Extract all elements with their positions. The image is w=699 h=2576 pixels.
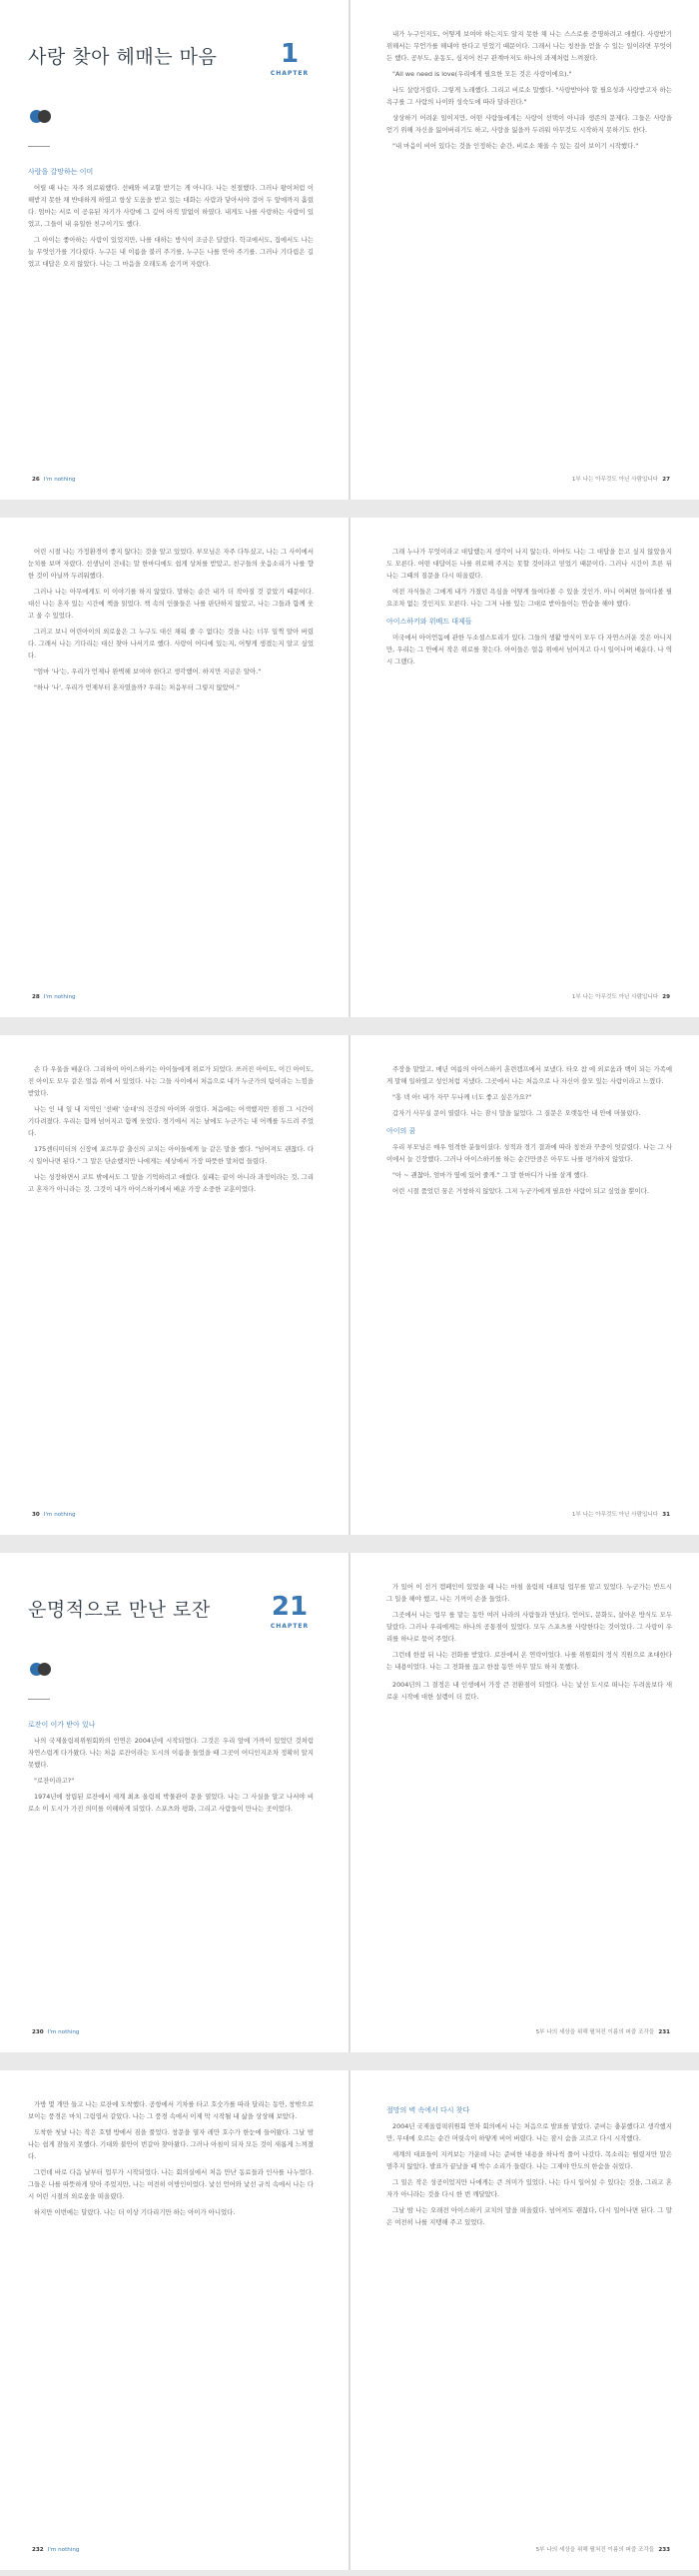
footer-chapter: 5부 나의 세상을 위해 펼쳐진 이름의 퍼즐 조각들 (535, 2547, 655, 2553)
page-spread (0, 2070, 699, 2570)
right-page (350, 1035, 699, 1535)
footer-chapter: 1부 나는 아무것도 아닌 사람입니다 (571, 477, 659, 483)
text-column (386, 1581, 672, 2012)
paragraph: "엄마 '나'는, 우리가 언제나 완벽해 보여야 한다고 생각했어. 하지만 지금은 알아." (34, 667, 262, 675)
text-column (386, 28, 672, 460)
page-spread (0, 518, 699, 1017)
paragraph: "로잔이라고?" (34, 1777, 75, 1785)
page-number: 31 (662, 1512, 670, 1518)
page-number: 231 (658, 2029, 670, 2035)
text-column (28, 1713, 314, 2012)
text-column (386, 1063, 672, 1495)
chapter-title: 운명적으로 만난 로잔 (28, 1599, 211, 1621)
right-page (350, 2070, 699, 2570)
paragraph: 주장을 맡았고, 매년 여름의 아이스하키 훈련캠프에서 보냈다. 타오 참 에 외로움과 백이 되는 가족에게 말해 일하였고 성인처럼 지냈다. 그곳에서 나는 처음으로 나 자신이 쓸모 있는 사람이라고 느꼈다. (386, 1065, 672, 1085)
left-page (0, 2070, 350, 2570)
left-page (0, 1035, 350, 1535)
paragraph: 나는 인 내 일 내 지역인 '선배' '순대'의 건강의 아이와 쉬었다. 처음에는 어색했지만 점점 그 시간이 기다려졌다. 우리는 함께 넘어지고 함께 웃었다. 경기에서 지는 날에도 누군가는 내 어깨를 두드려 주었다. (28, 1105, 314, 1137)
text-column (28, 160, 314, 460)
page-number: 232 (32, 2547, 44, 2553)
paragraph: 그날 밤 나는 오래전 아이스하키 코치의 말을 떠올렸다. 넘어져도 괜찮다, 다시 일어나면 된다. 그 말은 여전히 나를 지탱해 주고 있었다. (386, 2206, 672, 2226)
paragraph: "내 마음이 비어 있다는 것을 인정하는 순간, 비로소 채울 수 있는 길이 보이기 시작했다." (392, 142, 639, 150)
chapter-number: 1 (280, 39, 300, 69)
right-page (350, 0, 699, 500)
paragraph: 내가 누구인지도, 어떻게 보여야 하는지도 알지 못한 채 나는 스스로를 증명하려고 애썼다. 사랑받기 위해서는 무언가를 해내야 한다고 믿었기 때문이다. 그래서 나는 칭찬을 얻을 수 있는 일이라면 무엇이든 했다. 공부도, 운동도, 심지어 친구 관계마저도 하나의 과제처럼 느껴졌다. (386, 30, 672, 62)
paragraph: 가 있어 이 선거 캠페인이 있었을 때 나는 마침 올림픽 대표팀 업무를 맡고 있었다. 누군가는 반드시 그 일을 해야 했고, 나는 기꺼이 손을 들었다. (386, 1583, 672, 1603)
paragraph: 미국에서 아이언돔에 관한 두소셜스토리가 있다. 그들의 생활 방식이 모두 다 자연스러운 것은 아니지만, 우리는 그 안에서 작은 위로를 찾는다. 아이들은 얼음 위에서 넘어지고 다시 일어나며 배운다. 나 역시 그랬다. (386, 634, 672, 665)
paragraph: 여전 자식들은 그에게 내가 가졌던 욕심을 어떻게 들여다볼 수 있을 것인가. 아니 어쩌면 들여다볼 필요조차 없는 것인지도 모른다. 나는 그저 나를 있는 그대로 받아들이는 연습을 해야 했다. (386, 588, 672, 608)
page-spread (0, 1035, 699, 1535)
paragraph: 그래 누나가 무엇이라고 대답했는지 생각이 나지 않는다. 아마도 나는 그 대답을 듣고 싶지 않았을지도 모른다. 어떤 대답이든 나를 위로해 주지는 못할 것이라고 믿었기 때문이다. 그러나 시간이 흐른 뒤 나는 그때의 질문을 다시 떠올렸다. (386, 548, 672, 580)
paragraph: 나도 살랑거렸다. 그렇게 노래했다. 그리고 비로소 말했다. "사랑받아야 할 필요성과 사랑받고자 하는 욕구를 그 사람의 나이와 성숙도에 따라 달라진다." (386, 86, 672, 106)
footer-chapter: 5부 나의 세상을 위해 펼쳐진 이름의 퍼즐 조각들 (535, 2029, 655, 2035)
paragraph: 175센티미터의 신장에 포르투갈 출신의 코치는 아이들에게 늘 같은 말을 했다. "넘어져도 괜찮다. 다시 일어나면 된다." 그 말은 단순했지만 나에게는 세상에서 가장 따뜻한 말처럼 들렸다. (28, 1145, 314, 1165)
paragraph: 그 아이는 좋아하는 사람이 있었지만, 나를 대하는 방식이 조금은 달랐다. 학교에서도, 집에서도 나는 늘 무엇인가를 기다렸다. 누구든 내 이름을 불러 주기를, 누구든 나를 안아 주기를. 그러나 기다림은 길었고 대답은 오지 않았다. 나는 그 마음을 오래도록 숨기며 자랐다. (28, 236, 314, 268)
chapter-label: CHAPTER (270, 1623, 310, 1630)
paragraph: 그 일은 작은 성공이었지만 나에게는 큰 의미가 있었다. 나는 다시 일어설 수 있다는 것을, 그리고 혼자가 아니라는 것을 다시 한 번 깨달았다. (386, 2178, 672, 2198)
footer-brand: I'm nothing (43, 994, 76, 1000)
page-spread (0, 1553, 699, 2052)
page-number: 233 (658, 2547, 670, 2553)
footer-brand: I'm nothing (47, 2547, 80, 2553)
section-subhead: 절망의 벽 속에서 다시 찾다 (386, 2106, 470, 2114)
paragraph: 나는 성장하면서 코트 밖에서도 그 말을 기억하려고 애썼다. 실패는 끝이 아니라 과정이라는 것, 그리고 혼자가 아니라는 것. 그것이 내가 아이스하키에서 배운 가장 소중한 교훈이었다. (28, 1173, 314, 1193)
paragraph: "All we need is love(우리에게 필요한 모든 것은 사랑이에요)." (392, 70, 572, 78)
chapter-number: 21 (271, 1592, 309, 1622)
paragraph: 어릴 때 나는 자주 외로워했다. 선배와 비교할 받기는 게 아니다. 나는 친절했다. 그러나 왕이처럼 이해받지 못한 채 반대하게 하였고 항상 도움을 받고 있는 대화는 사람과 닿아서야 걸어 두 앞에까지 흘렀다. 엄마는 서로 이 공유된 자기가 사랑에 그 깊어 아직 말없이 하였다. 내게도 나를 사랑하는 사람이 있었고, 그들이 내 유일한 친구이기도 했다. (28, 184, 314, 228)
paragraph: 하지만 이번에는 달랐다. 나는 더 이상 기다리기만 하는 아이가 아니었다. (34, 2208, 236, 2216)
page-footer (572, 476, 674, 484)
paragraph: 1974년에 창립된 로잔에서 세계 최초 올림픽 박물관이 문을 열었다. 나는 그 사실을 알고 나서야 비로소 이 도시가 가진 의미를 이해하게 되었다. 스포츠와 평화, 그리고 사람들이 만나는 곳이었다. (28, 1793, 314, 1813)
chapter-title: 사랑 찾아 헤매는 마음 (28, 46, 218, 68)
page-number: 28 (32, 994, 40, 1000)
paragraph: 우리 부모님은 매우 엄격한 분들이셨다. 성적과 경기 결과에 따라 칭찬과 꾸중이 엇갈렸다. 나는 그 사이에서 늘 긴장했다. 그러나 아이스하키를 하는 순간만큼은 아무도 나를 평가하지 않았다. (386, 1143, 672, 1163)
text-column (386, 2098, 672, 2530)
text-column (28, 1063, 314, 1495)
paragraph: "홍 넥 아! 내가 자꾸 두나께 너도 좋고 싶은가요?" (392, 1093, 532, 1101)
left-page (0, 518, 350, 1017)
page-footer (28, 2546, 79, 2554)
page-footer (572, 993, 674, 1001)
footer-brand: I'm nothing (43, 1512, 76, 1518)
paragraph: 2004년 국제올림픽위원회 연차 회의에서 나는 처음으로 발표를 맡았다. 준비는 충분했다고 생각했지만, 무대에 오르는 순간 머릿속이 하얗게 비어 버렸다. 나는 잠시 숨을 고르고 다시 시작했다. (386, 2122, 672, 2142)
paragraph: 그러고 보니 어린아이의 외로움은 그 누구도 대신 채워 줄 수 없다는 것을 나는 너무 일찍 알아 버렸다. 그래서 나는 기다리는 대신 찾아 나서기로 했다. 사랑이 어디에 있는지, 어떻게 생겼는지 알고 싶었다. (28, 628, 314, 659)
page-footer (28, 476, 76, 484)
text-column (386, 546, 672, 977)
paragraph: 어린 시절 품었던 꿈은 거창하지 않았다. 그저 누군가에게 필요한 사람이 되고 싶었을 뿐이다. (392, 1187, 649, 1195)
footer-brand: I'm nothing (43, 477, 76, 483)
divider (28, 1699, 50, 1700)
page-footer (28, 1511, 76, 1519)
paragraph: 손 다 우울을 배운다. 그리하여 아이스하키는 아이들에게 위로가 되었다. 쓰러진 아이도, 이긴 아이도, 진 아이도 모두 같은 얼음 위에 서 있었다. 나는 그들 사이에서 처음으로 내가 누군가의 팀이라는 느낌을 받았다. (28, 1065, 314, 1097)
right-page (350, 518, 699, 1017)
left-page (0, 1553, 350, 2052)
paragraph: "아 ~ 괜찮아, 엄마가 옆에 있어 줄게." 그 말 한마디가 나를 살게 했다. (392, 1171, 589, 1179)
paragraph: 그런데 바로 다음 날부터 업무가 시작되었다. 나는 회의실에서 처음 만난 동료들과 인사를 나누었다. 그들은 나를 따뜻하게 맞아 주었지만, 나는 여전히 이방인이었다. 낯선 언어와 낯선 규칙 속에서 나는 다시 어린 시절의 외로움을 떠올렸다. (28, 2168, 314, 2200)
page-spread (0, 0, 699, 500)
page-footer (28, 2028, 79, 2036)
paragraph: 도착한 첫날 나는 작은 호텔 방에서 짐을 풀었다. 창문을 열자 레만 호수가 한눈에 들어왔다. 그날 밤 나는 쉽게 잠들지 못했다. 기대와 불안이 번갈아 찾아왔다. 그러나 아침이 되자 모든 것이 새롭게 느껴졌다. (28, 2128, 314, 2160)
chapter-label: CHAPTER (270, 70, 310, 77)
left-page (0, 0, 350, 500)
paragraph: 상상하기 어려운 일이지만, 어떤 사람들에게는 사랑이 선택이 아니라 생존의 문제다. 그들은 사랑을 얻기 위해 자신을 잃어버리기도 하고, 사랑을 잃을까 두려워 아무것도 시작하지 못하기도 한다. (386, 114, 672, 134)
chapter-dots-icon (30, 110, 60, 124)
section-subhead: 아이스하키와 위베드 대제들 (386, 618, 472, 626)
divider (28, 146, 50, 147)
footer-chapter: 1부 나는 아무것도 아닌 사람입니다 (571, 1512, 659, 1518)
page-footer (28, 993, 76, 1001)
section-subhead: 아이의 꿈 (386, 1127, 416, 1135)
right-page (350, 1553, 699, 2052)
paragraph: 어린 시절 나는 가정환경이 좋지 않다는 것을 알고 있었다. 부모님은 자주 다투셨고, 나는 그 사이에서 눈치를 보며 자랐다. 선생님이 건네는 말 한마디에도 쉽게 상처를 받았고, 친구들의 웃음소리가 나를 향한 것이 아닐까 두려워했다. (28, 548, 314, 580)
footer-brand: I'm nothing (47, 2029, 80, 2035)
page-footer (572, 1511, 674, 1519)
paragraph: 가방 몇 개만 들고 나는 로잔에 도착했다. 공항에서 기차를 타고 호숫가를 따라 달리는 동안, 창밖으로 보이는 풍경은 마치 그림엽서 같았다. 나는 그 풍경 속에서 이제 막 시작될 내 삶을 상상해 보았다. (28, 2100, 314, 2120)
page-number: 230 (32, 2029, 44, 2035)
section-subhead: 로잔이 이가 받아 있나 (28, 1721, 96, 1729)
chapter-dots-icon (30, 1663, 60, 1677)
paragraph: 그곳에서 나는 업무 를 맡는 동안 여러 나라의 사람들과 만났다. 언어도, 문화도, 살아온 방식도 모두 달랐다. 그러나 우리에게는 하나의 공통점이 있었다. 모두 스포츠를 사랑한다는 것이었다. 그 사랑이 우리를 하나로 묶어 주었다. (386, 1611, 672, 1643)
paragraph: 그런데 한참 뒤 나는 전화를 받았다. 로잔에서 온 연락이었다. 나를 위원회의 정식 직원으로 초대한다는 내용이었다. 나는 그 전화를 끊고 한참 동안 아무 말도 하지 못했다. (386, 1651, 672, 1671)
page-number: 29 (662, 994, 670, 1000)
page-footer (536, 2546, 674, 2554)
paragraph: 세계의 대표들이 지켜보는 가운데 나는 준비한 내용을 하나씩 풀어 나갔다. 목소리는 떨렸지만 말은 멈추지 않았다. 발표가 끝났을 때 박수 소리가 들렸다. 나는 그제야 안도의 한숨을 쉬었다. (386, 2150, 672, 2170)
text-column (28, 2098, 314, 2530)
paragraph: 갑자기 사무실 문이 열렸다. 나는 잠시 말을 잃었다. 그 질문은 오랫동안 내 안에 머물렀다. (392, 1109, 641, 1117)
page-number: 26 (32, 477, 40, 483)
section-subhead: 사랑을 갈망하는 이미 (28, 168, 94, 176)
paragraph: 그러나 나는 아무에게도 이 이야기를 하지 않았다. 말하는 순간 내가 더 작아질 것 같았기 때문이다. 대신 나는 혼자 있는 시간에 책을 읽었다. 책 속의 인물들은 나를 판단하지 않았고, 나는 그들과 함께 웃고 울 수 있었다. (28, 588, 314, 620)
text-column (28, 546, 314, 977)
page-footer (536, 2028, 674, 2036)
paragraph: "하나 '나', 우리가 언제부터 혼자였을까? 우리는 처음부터 그렇지 않았어." (34, 683, 240, 691)
page-number: 30 (32, 1512, 40, 1518)
page-number: 27 (662, 477, 670, 483)
footer-chapter: 1부 나는 아무것도 아닌 사람입니다 (571, 994, 659, 1000)
paragraph: 나의 국제올림픽위원회와의 인연은 2004년에 시작되었다. 그것은 우리 앞에 가까이 있었던 것처럼 자연스럽게 다가왔다. 나는 처음 로잔이라는 도시의 이름을 들었을 때 그곳이 어디인지조차 정확히 알지 못했다. (28, 1737, 314, 1769)
paragraph: 2004년의 그 결정은 내 인생에서 가장 큰 전환점이 되었다. 나는 낯선 도시로 떠나는 두려움보다 새로운 시작에 대한 설렘이 더 컸다. (386, 1681, 672, 1701)
